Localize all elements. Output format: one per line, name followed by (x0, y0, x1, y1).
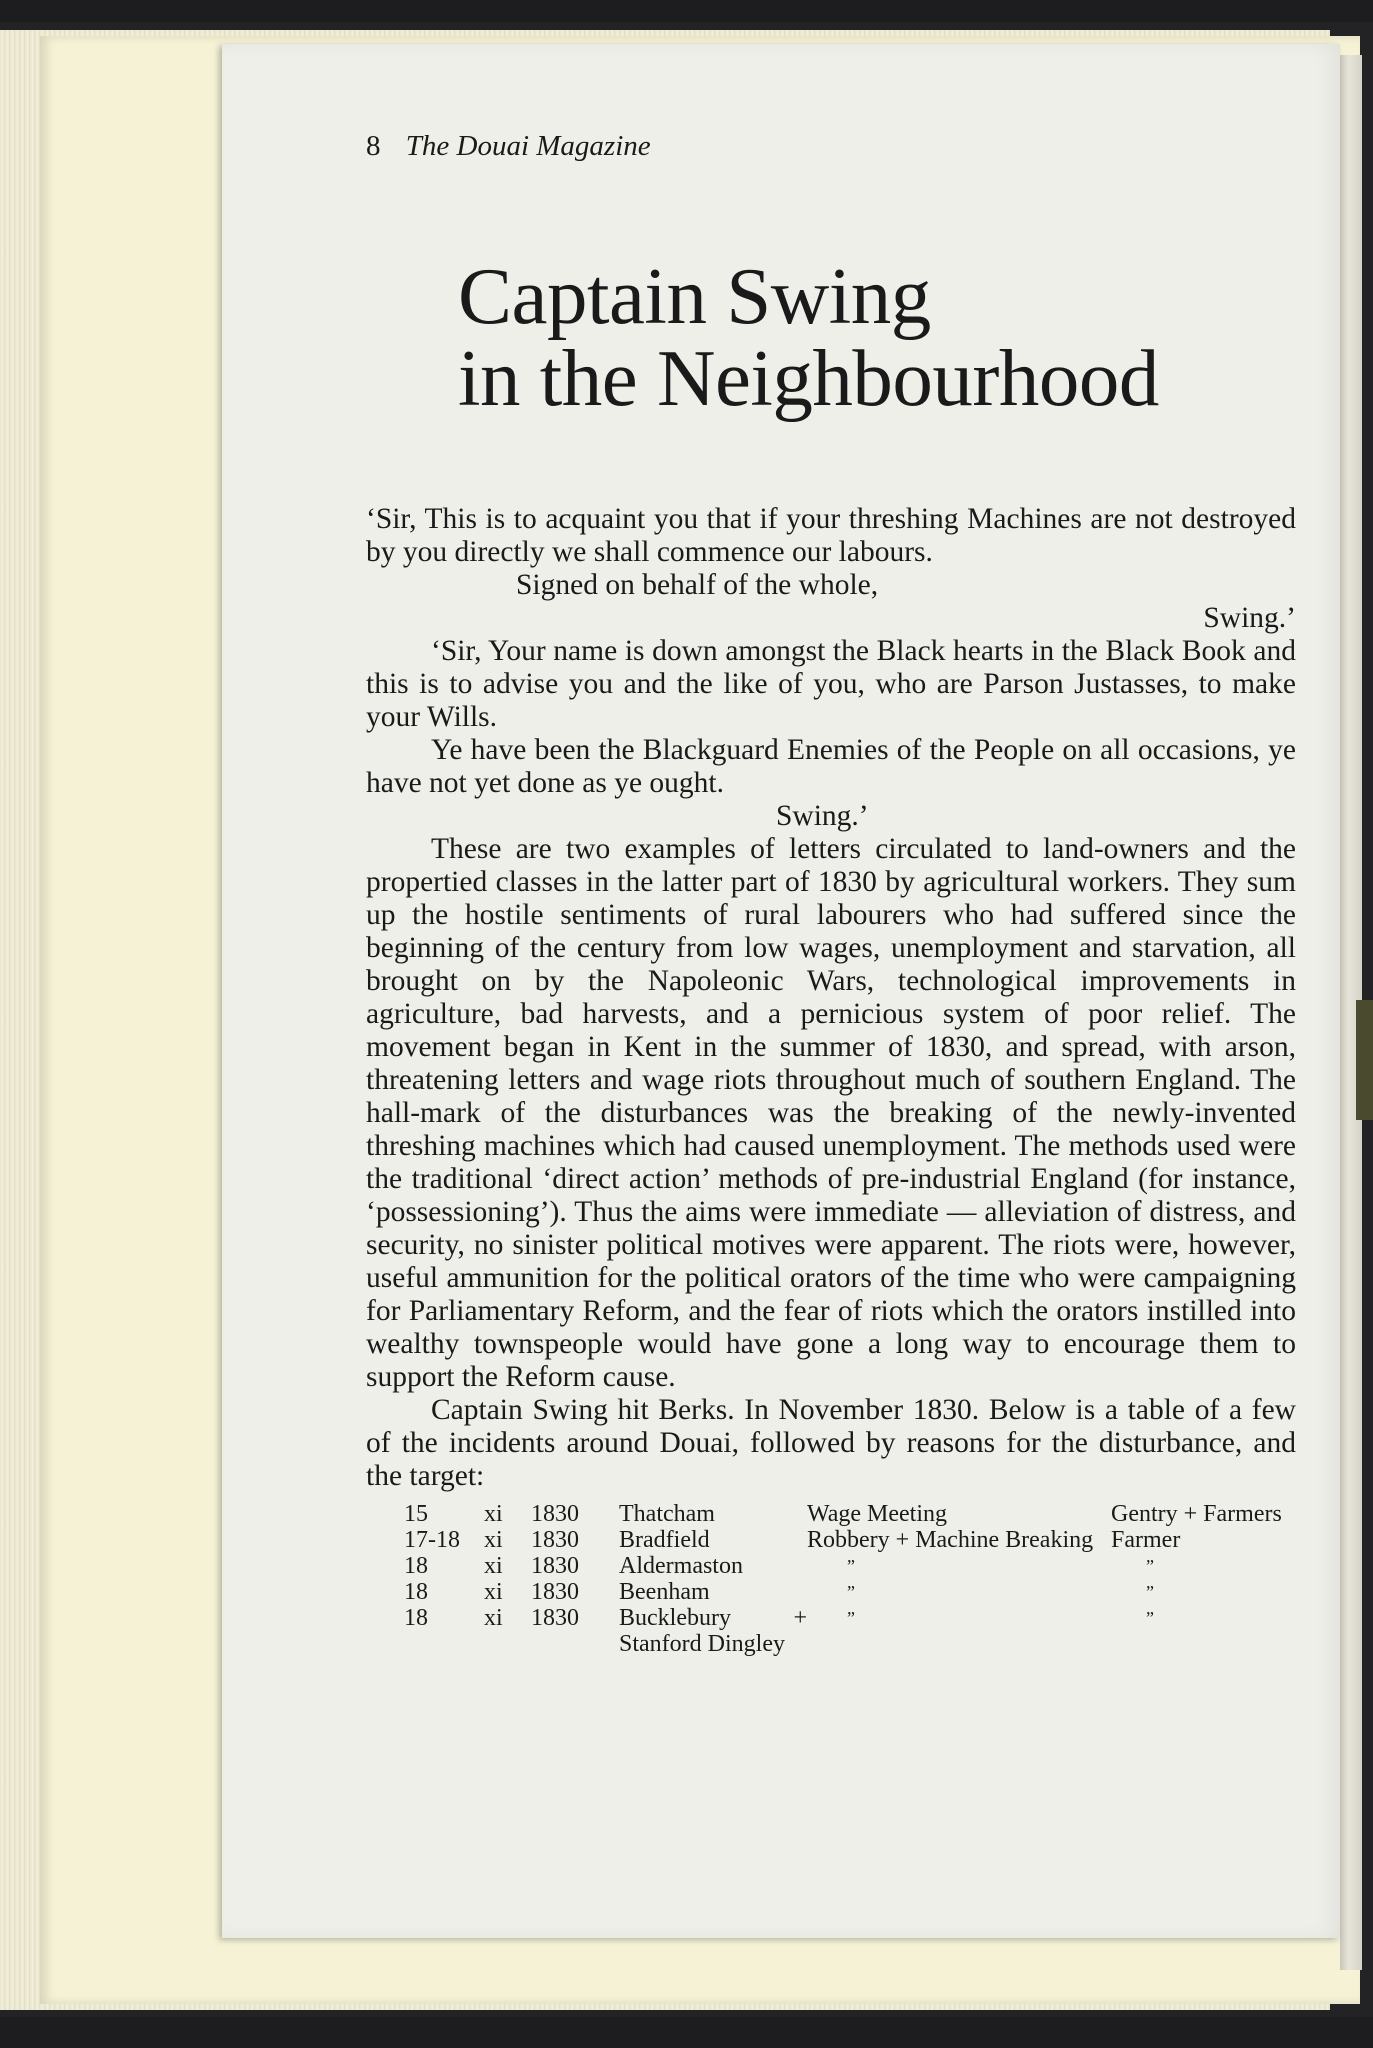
table-row (366, 1553, 1296, 1579)
incident-year: 1830 (531, 1501, 579, 1527)
incident-place: Bucklebury + Stanford Dingley (619, 1605, 807, 1657)
incident-target: ” (1146, 1608, 1154, 1628)
incident-month: xi (484, 1553, 503, 1579)
table-row (366, 1579, 1296, 1605)
incident-year: 1830 (531, 1605, 579, 1631)
incident-month: xi (484, 1579, 503, 1605)
incident-reason: ” (847, 1582, 855, 1602)
incident-month: xi (484, 1501, 503, 1527)
letter1-signed: Signed on behalf of the whole, (516, 569, 879, 601)
incident-year: 1830 (531, 1527, 579, 1553)
article-title (458, 251, 1296, 423)
paragraph-2: Captain Swing hit Berks. In November 1830. Below is a table of a few of the incidents around Douai, followed by reasons for the disturbance, and the target: (366, 1394, 1296, 1492)
magazine-title: The Douai Magazine (405, 130, 651, 162)
page-content (366, 125, 1296, 1657)
letter2-paragraph-2: Ye have been the Blackguard Enemies of the People on all occasions, ye have not yet done as ye ought. (366, 734, 1296, 799)
title-line-2: in the Neighbourhood (458, 333, 1159, 423)
incident-reason: Wage Meeting (807, 1501, 948, 1527)
incident-target: Farmer (1111, 1527, 1181, 1553)
paragraph-1: These are two examples of letters circulated to land-owners and the propertied classes in the latter part of 1830 by agricultural workers. They sum up the hostile sentiments of rural labourers who had suffered since the beginning of the century from low wages, unemployment and starvation, all brought on by the Napoleonic Wars, technological improvements in agriculture, bad harvests, and a pernicious system of poor relief. The movement began in Kent in the summer of 1830, and spread, with arson, threatening letters and wage riots throughout much of southern England. The hall-mark of the disturbances was the breaking of the newly-invented threshing machines which had caused unemployment. The methods used were the traditional ‘direct action’ methods of pre-industrial England (for instance, ‘possessioning’). Thus the aims were immediate — alleviation of distress, and security, no sinister political motives were apparent. The riots were, however, useful ammunition for the political orators of the time who were campaigning for Parliamentary Reform, and the fear of riots which the orators instilled into wealthy townspeople would have gone a long way to encourage them to support the Reform cause. (366, 833, 1296, 1393)
table-row (366, 1605, 1296, 1657)
incident-day: 18 (404, 1605, 428, 1631)
incident-day: 15 (404, 1501, 428, 1527)
incident-place: Thatcham (619, 1501, 715, 1527)
letter1-body: ‘Sir, This is to acquaint you that if your threshing Machines are not destroyed by you directly we shall commence our labours. (366, 503, 1296, 568)
cover-edge-strip (1356, 1000, 1373, 1120)
letter1-signature: Swing.’ (1203, 602, 1296, 634)
incident-reason: Robbery + Machine Breaking (807, 1527, 1094, 1553)
title-line-1: Captain Swing (458, 251, 931, 341)
running-head (366, 130, 1296, 170)
incident-place: Beenham (619, 1579, 710, 1605)
table-row (366, 1501, 1296, 1527)
incident-day: 17-18 (404, 1527, 460, 1553)
incident-day: 18 (404, 1553, 428, 1579)
letter2-paragraph-1: ‘Sir, Your name is down amongst the Black hearts in the Black Book and this is to advise you and the like of you, who are Parson Justasses, to make your Wills. (366, 635, 1296, 733)
incident-year: 1830 (531, 1553, 579, 1579)
incident-reason: ” (847, 1556, 855, 1576)
table-row (366, 1527, 1296, 1553)
page-number: 8 (366, 130, 381, 162)
incident-month: xi (484, 1527, 503, 1553)
article-body (366, 503, 1296, 1657)
incident-place: Aldermaston (619, 1553, 743, 1579)
incident-place: Bradfield (619, 1527, 710, 1553)
incident-month: xi (484, 1605, 503, 1631)
incident-year: 1830 (531, 1579, 579, 1605)
incident-target: ” (1146, 1556, 1154, 1576)
letter2-signature: Swing.’ (776, 800, 869, 832)
incident-target: Gentry + Farmers (1111, 1501, 1282, 1527)
incident-day: 18 (404, 1579, 428, 1605)
incident-reason: ” (847, 1608, 855, 1628)
incident-target: ” (1146, 1582, 1154, 1602)
incidents-table (366, 1501, 1296, 1657)
